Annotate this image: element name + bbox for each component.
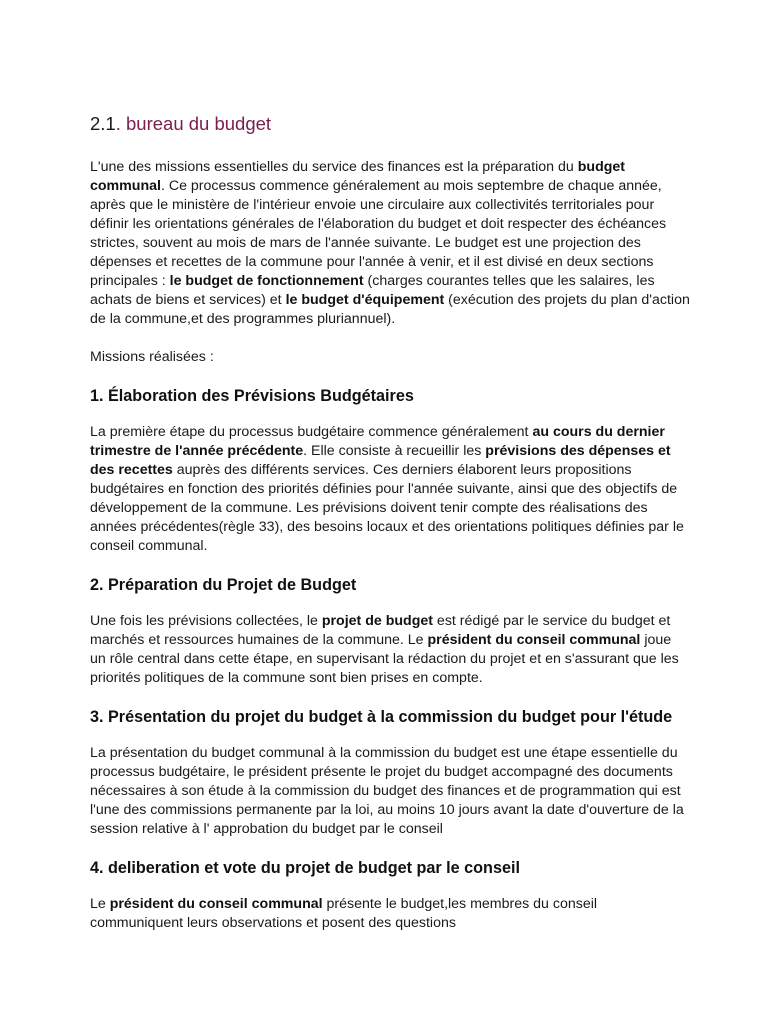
step-2-text-1: Une fois les prévisions collectées, le (90, 613, 322, 629)
section-number: 2.1 (90, 113, 116, 134)
intro-text-2: . Ce processus commence généralement au mois septembre de chaque année, après que le ministère de l'intérieur envoie une circulaire aux collectivités territoriales pour définir les orientations générales de l'élaboration du budget et doit respecter des échéances strictes, souvent au mois de mars de l'année suivante. Le budget est une projection des dépenses et recettes de la commune pour l'année à venir, et il est divisé en deux sections principales : (90, 178, 667, 289)
document-page (90, 112, 690, 952)
step-1-paragraph (90, 423, 690, 556)
intro-bold-fonctionnement: le budget de fonctionnement (169, 273, 364, 289)
intro-text-4: (exécution des projets du plan d'action de la commune,et des programmes pluriannuel). (90, 292, 690, 327)
step-2-bold-1: projet de budget (321, 613, 433, 629)
intro-text-3: (charges courantes telles que les salaires, les achats de biens et services) et (90, 273, 655, 308)
step-1-text-3: auprès des différents services. Ces derniers élaborent leurs propositions budgétaires en fonction des priorités définies pour l'année suivante, ainsi que des objectifs de développement de la commune. Les prévisions doivent tenir compte des réalisations des années précédentes(règle 33), des besoins locaux et des orientations politiques définies par le conseil communal. (90, 462, 684, 554)
step-1-text-1: La première étape du processus budgétaire commence généralement (90, 424, 533, 440)
missions-label: Missions réalisées : (90, 349, 214, 365)
step-4-bold-1: président du conseil communal (109, 896, 323, 912)
intro-bold-equipement: le budget d'équipement (285, 292, 445, 308)
step-4-text-1: Le (90, 896, 110, 912)
section-heading (90, 112, 690, 136)
intro-bold-budget-communal: budget communal (90, 159, 626, 194)
step-1-heading: 1. Élaboration des Prévisions Budgétaires (90, 387, 414, 405)
step-2-text-3: joue un rôle central dans cette étape, en supervisant la rédaction du projet et en s'assurant que les priorités politiques de la commune sont bien prises en compte. (90, 632, 679, 686)
step-4-heading: 4. deliberation et vote du projet de budget par le conseil (90, 859, 520, 877)
step-1-bold-1: au cours du dernier trimestre de l'année précédente (90, 424, 665, 459)
step-3-paragraph: La présentation du budget communal à la commission du budget est une étape essentielle du processus budgétaire, le président présente le projet du budget accompagné des documents nécessaires à son étude à la commission du budget des finances et de programmation qui est l'une des commissions permanente par la loi, au moins 10 jours avant la date d'ouverture de la session relative à l' approbation du budget par le conseil (90, 745, 684, 837)
step-2-paragraph (90, 612, 690, 688)
intro-paragraph (90, 158, 690, 329)
step-3-heading: 3. Présentation du projet du budget à la commission du budget pour l'étude (90, 708, 673, 726)
intro-text-1: L'une des missions essentielles du service des finances est la préparation du (90, 159, 578, 175)
step-1-text-2: . Elle consiste à recueillir les (303, 443, 486, 459)
step-2-text-2: est rédigé par le service du budget et marchés et ressources humaines de la commune. Le (90, 613, 671, 648)
section-title: bureau du budget (126, 113, 272, 134)
step-1-bold-2: prévisions des dépenses et des recettes (90, 443, 671, 478)
step-2-bold-2: président du conseil communal (427, 632, 641, 648)
step-2-heading: 2. Préparation du Projet de Budget (90, 576, 357, 594)
step-4-text-2: présente le budget,les membres du conseil communiquent leurs observations et posent des questions (90, 896, 598, 931)
step-4-paragraph (90, 895, 690, 933)
section-dot: . (115, 113, 126, 134)
